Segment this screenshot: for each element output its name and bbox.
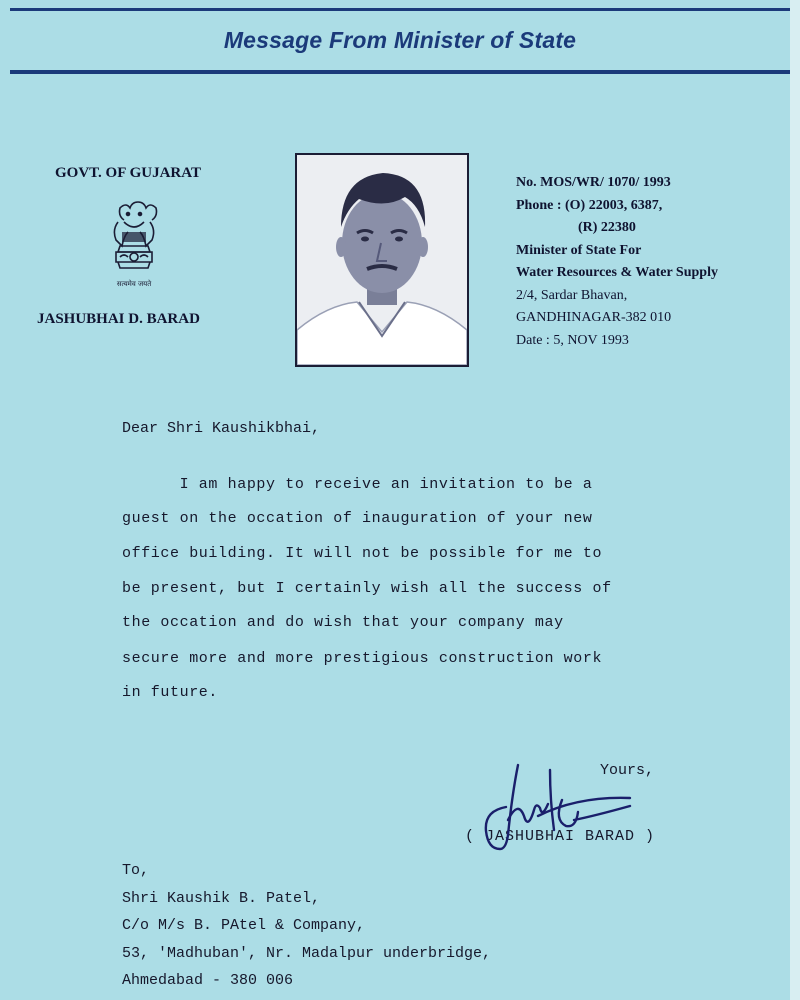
recipient-street: 53, 'Madhuban', Nr. Madalpur underbridge, [122, 944, 492, 962]
letterhead-details [516, 172, 718, 352]
recipient-to: To, [122, 862, 150, 879]
title-line-2: Water Resources & Water Supply [516, 265, 718, 280]
address-line-2: GANDHINAGAR-382 010 [516, 310, 672, 325]
title-line-1: Minister of State For [516, 242, 642, 258]
signatory-name: ( JASHUBHAI BARAD ) [465, 828, 656, 845]
salutation: Dear Shri Kaushikbhai, [122, 420, 321, 437]
reference-number: No. MOS/WR/ 1070/ 1993 [516, 175, 671, 190]
header-title: Message From Minister of State [223, 27, 577, 53]
body-line-3: office building. It will not be possible for me to [122, 545, 603, 562]
header-banner [10, 8, 790, 74]
address-line-1: 2/4, Sardar Bhavan, [516, 287, 628, 303]
recipient-city: Ahmedabad - 380 006 [122, 972, 294, 989]
body-line-5: the occation and do wish that your company may [122, 614, 564, 631]
minister-name: JASHUBHAI D. BARAD [37, 311, 200, 327]
govt-label: GOVT. OF GUJARAT [55, 165, 201, 181]
minister-photo [295, 153, 469, 367]
recipient-address [122, 857, 491, 995]
phone-office: Phone : (O) 22003, 6387, [516, 197, 663, 213]
state-emblem-icon [102, 198, 166, 298]
body-line-2: guest on the occation of inauguration of your new [122, 510, 593, 527]
recipient-company: C/o M/s B. PAtel & Company, [122, 917, 366, 934]
recipient-name: Shri Kaushik B. Patel, [122, 889, 321, 907]
phone-residence: (R) 22380 [578, 220, 636, 235]
portrait-image [297, 155, 467, 365]
body-line-4: be present, but I certainly wish all the success of [122, 580, 612, 597]
body-line-1: I am happy to receive an invitation to be a [122, 476, 593, 493]
handwritten-signature [478, 760, 638, 860]
body-line-7: in future. [122, 684, 219, 701]
body-line-6: secure more and more prestigious construction work [122, 650, 603, 667]
closing: Yours, [600, 762, 655, 779]
letter-date: Date : 5, NOV 1993 [516, 332, 629, 348]
page-edge [790, 0, 800, 1000]
svg-text:सत्यमेव जयते: सत्यमेव जयते [116, 280, 152, 288]
